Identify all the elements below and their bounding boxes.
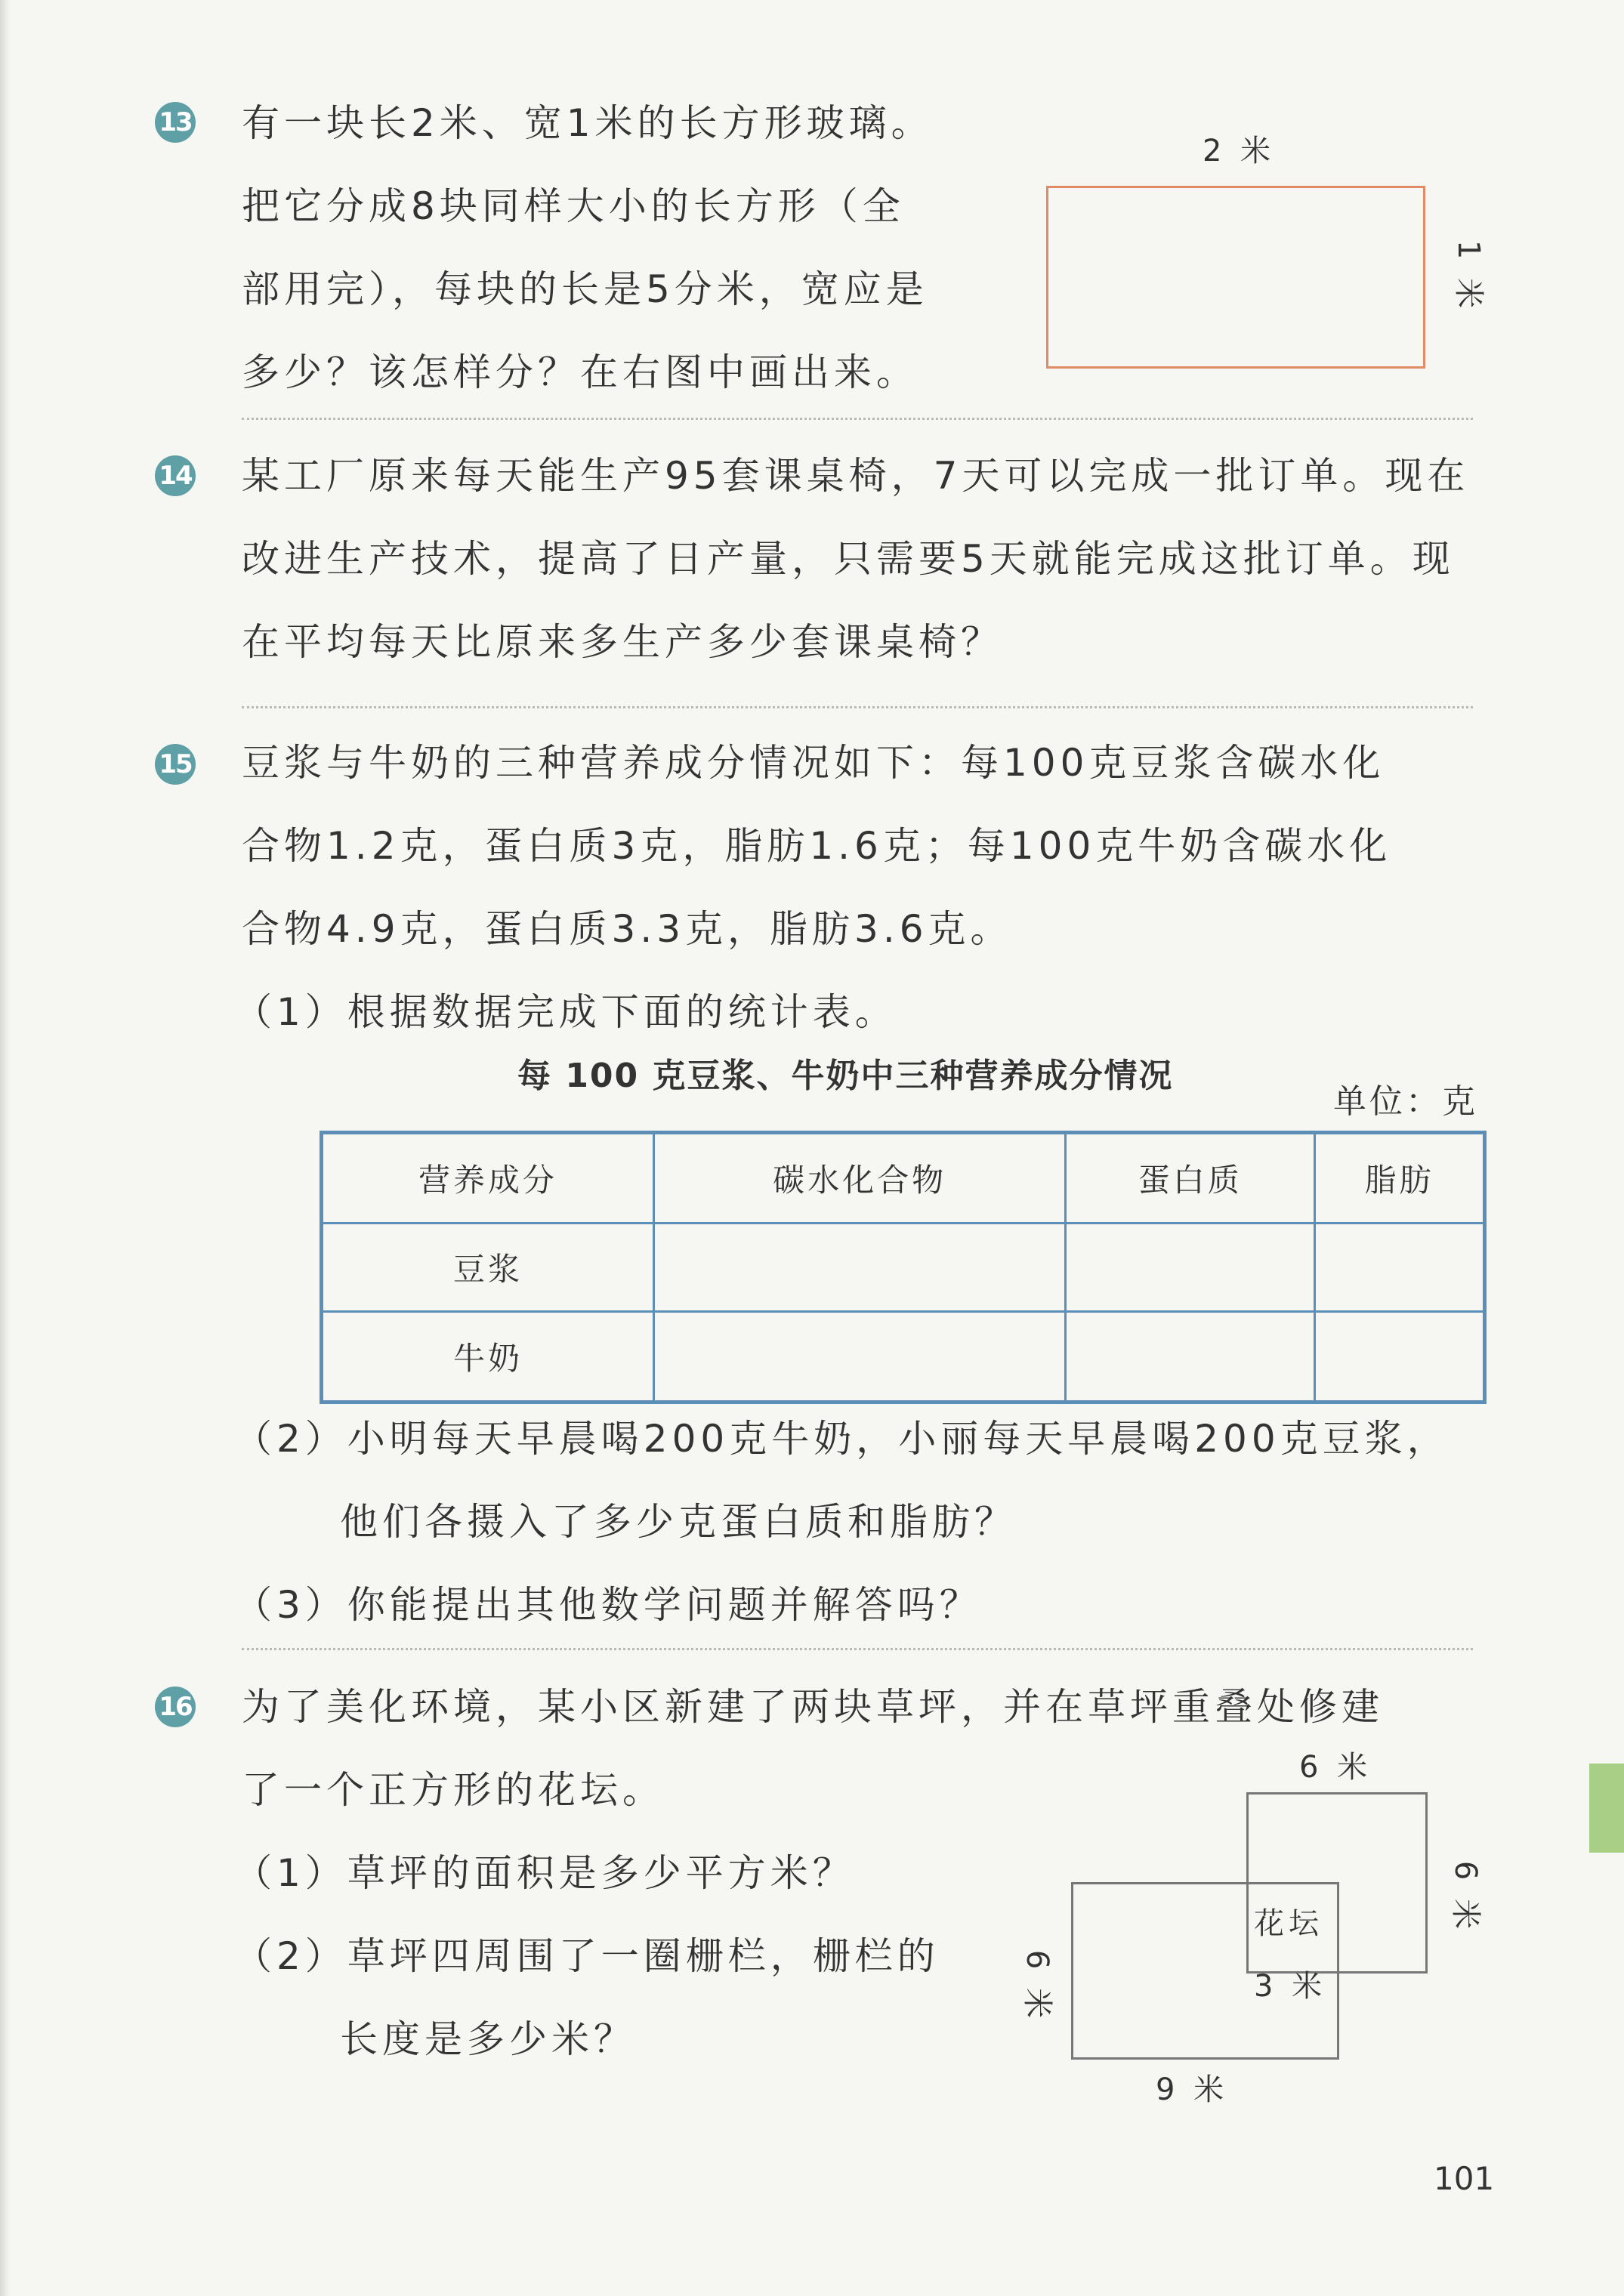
table-unit: 单位：克: [1333, 1082, 1478, 1121]
problem-15-sub-3: （3）你能提出其他数学问题并解答吗？: [234, 1583, 982, 1627]
lawn-bottom-label: 9 米: [1156, 2072, 1229, 2107]
lawn-right-label: 6 米: [1448, 1860, 1484, 1934]
glass-width-label: 1 米: [1451, 239, 1487, 313]
table-cell[interactable]: [1066, 1312, 1315, 1403]
glass-length-label: 2 米: [1203, 134, 1276, 168]
problem-15-sub-2-line-2: 他们各摄入了多少克蛋白质和脂肪？: [340, 1500, 1017, 1544]
problem-16-sub-1: （1）草坪的面积是多少平方米？: [234, 1851, 855, 1895]
problem-14-line-1: 某工厂原来每天能生产95套课桌椅，7天可以完成一批订单。现在: [242, 454, 1470, 498]
problem-15-line-3: 合物4.9克，蛋白质3.3克，脂肪3.6克。: [242, 907, 1013, 951]
table-row: [322, 1312, 1485, 1403]
table-cell[interactable]: [653, 1223, 1065, 1312]
problem-15-line-2: 合物1.2克，蛋白质3克，脂肪1.6克；每100克牛奶含碳水化: [242, 824, 1392, 868]
problem-16-line-2: 了一个正方形的花坛。: [242, 1768, 665, 1812]
nutrition-table: [320, 1131, 1487, 1404]
page-edge: [0, 0, 11, 2296]
flower-bed-side-label: 3 米: [1254, 1969, 1327, 2004]
page-number: 101: [1434, 2160, 1495, 2197]
problem-14-badge: 14: [155, 455, 196, 496]
problem-15-line-1: 豆浆与牛奶的三种营养成分情况如下：每100克豆浆含碳水化: [242, 741, 1385, 785]
problem-13-badge: 13: [155, 102, 196, 143]
table-title: 每 100 克豆浆、牛奶中三种营养成分情况: [517, 1057, 1174, 1095]
problem-13-line-3: 部用完），每块的长是5分米，宽应是: [242, 267, 928, 311]
problem-14-line-3: 在平均每天比原来多生产多少套课桌椅？: [242, 620, 1003, 664]
problem-14-line-2: 改进生产技术，提高了日产量，只需要5天就能完成这批订单。现: [242, 537, 1455, 581]
table-cell[interactable]: [1315, 1312, 1485, 1403]
table-cell[interactable]: [653, 1312, 1065, 1403]
problem-15-badge: 15: [155, 744, 196, 785]
table-header: 脂肪: [1315, 1133, 1485, 1224]
problem-16-sub-2-line-1: （2）草坪四周围了一圈栅栏，栅栏的: [234, 1934, 940, 1978]
flower-bed-label: 花坛: [1254, 1906, 1323, 1941]
problem-13-line-2: 把它分成8块同样大小的长方形（全: [242, 184, 905, 228]
problem-16-sub-2-line-2: 长度是多少米？: [340, 2017, 636, 2061]
problem-13-line-4: 多少？该怎样分？在右图中画出来。: [242, 350, 919, 394]
table-header: 碳水化合物: [653, 1133, 1065, 1224]
table-header: 蛋白质: [1066, 1133, 1315, 1224]
glass-rectangle: [1046, 186, 1425, 369]
separator: [242, 706, 1473, 708]
table-header-row: [322, 1133, 1485, 1224]
chapter-tab: [1589, 1764, 1624, 1853]
table-cell[interactable]: [1066, 1223, 1315, 1312]
problem-16-line-1: 为了美化环境，某小区新建了两块草坪，并在草坪重叠处修建: [242, 1685, 1384, 1729]
lawn-top-label: 6 米: [1299, 1750, 1372, 1785]
lawn-left-label: 6 米: [1020, 1949, 1055, 2023]
table-header: 营养成分: [322, 1133, 654, 1224]
table-cell[interactable]: [1315, 1223, 1485, 1312]
problem-15-sub-1: （1）根据数据完成下面的统计表。: [234, 990, 897, 1034]
table-cell: 牛奶: [322, 1312, 654, 1403]
problem-15-sub-2-line-1: （2）小明每天早晨喝200克牛奶，小丽每天早晨喝200克豆浆，: [234, 1417, 1450, 1461]
separator: [242, 1648, 1473, 1650]
separator: [242, 418, 1473, 420]
problem-13-line-1: 有一块长2米、宽1米的长方形玻璃。: [242, 101, 934, 145]
problem-16-badge: 16: [155, 1687, 196, 1727]
table-cell: 豆浆: [322, 1223, 654, 1312]
table-row: [322, 1223, 1485, 1312]
